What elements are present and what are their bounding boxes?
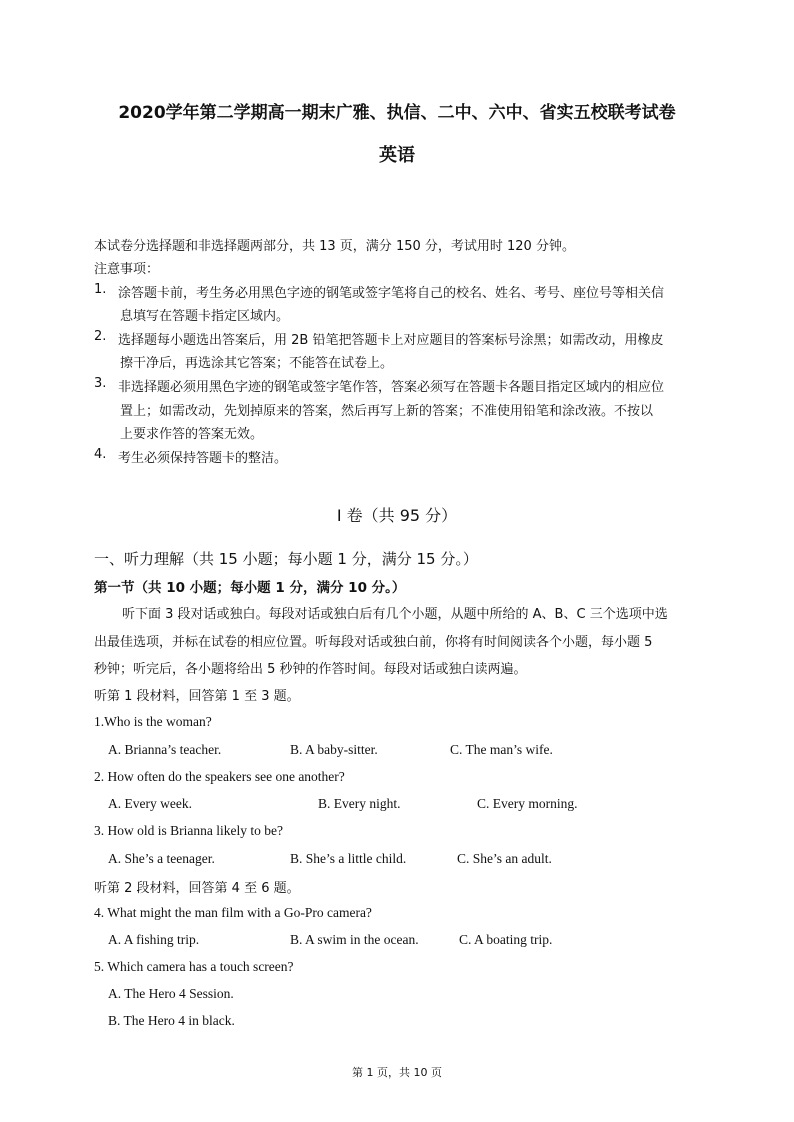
- notice-item-text: 选择题每小题选出答案后，用 2B 铅笔把答题卡上对应题目的答案标号涂黑；如需改动，用橡皮: [118, 333, 664, 348]
- option-c: C. A boating trip.: [459, 932, 553, 947]
- option-b: B. The Hero 4 in black.: [108, 1013, 235, 1028]
- material-heading: 听第 2 段材料，回答第 4 至 6 题。: [94, 881, 300, 896]
- option-c: C. Every morning.: [477, 796, 578, 811]
- subpart-title: 第一节（共 10 小题；每小题 1 分，满分 10 分。）: [94, 580, 406, 596]
- directions-line: 出最佳选项，并标在试卷的相应位置。听每段对话或独白前，你将有时间阅读各个小题，每小题 5: [94, 635, 653, 650]
- notice-item-text: 非选择题必须用黑色字迹的钢笔或签字笔作答，答案必须写在答题卡各题目指定区域内的相应位: [118, 380, 665, 395]
- directions-line: 秒钟；听完后，各小题将给出 5 秒钟的作答时间。每段对话或独白读两遍。: [94, 662, 527, 677]
- option-c: C. The man’s wife.: [450, 742, 553, 757]
- option-b: B. Every night.: [318, 796, 401, 811]
- question-stem: 2. How often do the speakers see one another?: [94, 769, 345, 784]
- notice-item-text: 擦干净后，再选涂其它答案；不能答在试卷上。: [120, 356, 394, 371]
- option-a: A. Every week.: [108, 796, 192, 811]
- exam-intro: 本试卷分选择题和非选择题两部分，共 13 页，满分 150 分，考试用时 120 分钟。: [94, 239, 575, 254]
- notice-item-number: 2.: [94, 329, 107, 344]
- page-number: 第 1 页，共 10 页: [352, 1066, 442, 1079]
- notice-item-number: 1.: [94, 282, 107, 297]
- directions-line: 听下面 3 段对话或独白。每段对话或独白后有几个小题，从题中所给的 A、B、C 三个选项中选: [122, 607, 668, 622]
- question-stem: 3. How old is Brianna likely to be?: [94, 823, 283, 838]
- question-stem: 4. What might the man film with a Go-Pro camera?: [94, 905, 372, 920]
- option-a: A. Brianna’s teacher.: [108, 742, 222, 757]
- notice-item-text: 置上；如需改动，先划掉原来的答案，然后再写上新的答案；不准使用铅笔和涂改液。不按以: [120, 404, 654, 419]
- option-c: C. She’s an adult.: [457, 851, 552, 866]
- notice-item-text: 息填写在答题卡指定区域内。: [120, 309, 290, 324]
- question-stem: 5. Which camera has a touch screen?: [94, 959, 294, 974]
- notice-item-text: 上要求作答的答案无效。: [120, 427, 264, 442]
- exam-title: 2020学年第二学期高一期末广雅、执信、二中、六中、省实五校联考试卷: [118, 103, 676, 123]
- option-b: B. A swim in the ocean.: [290, 932, 419, 947]
- option-b: B. A baby-sitter.: [290, 742, 378, 757]
- notice-label: 注意事项：: [94, 262, 160, 277]
- option-a: A. A fishing trip.: [108, 932, 200, 947]
- option-a: A. The Hero 4 Session.: [108, 986, 234, 1001]
- option-a: A. She’s a teenager.: [108, 851, 215, 866]
- notice-item-number: 3.: [94, 376, 107, 391]
- notice-item-text: 涂答题卡前，考生务必用黑色字迹的钢笔或签字笔将自己的校名、姓名、考号、座位号等相关信: [118, 286, 665, 301]
- notice-item-text: 考生必须保持答题卡的整洁。: [118, 451, 288, 466]
- notice-item-number: 4.: [94, 447, 107, 462]
- question-stem: 1.Who is the woman?: [94, 714, 212, 729]
- part-title: 一、听力理解（共 15 小题；每小题 1 分，满分 15 分。）: [94, 550, 478, 568]
- material-heading: 听第 1 段材料，回答第 1 至 3 题。: [94, 689, 300, 704]
- subject-title: 英语: [379, 145, 415, 166]
- option-b: B. She’s a little child.: [290, 851, 407, 866]
- volume-title: I 卷（共 95 分）: [336, 506, 458, 525]
